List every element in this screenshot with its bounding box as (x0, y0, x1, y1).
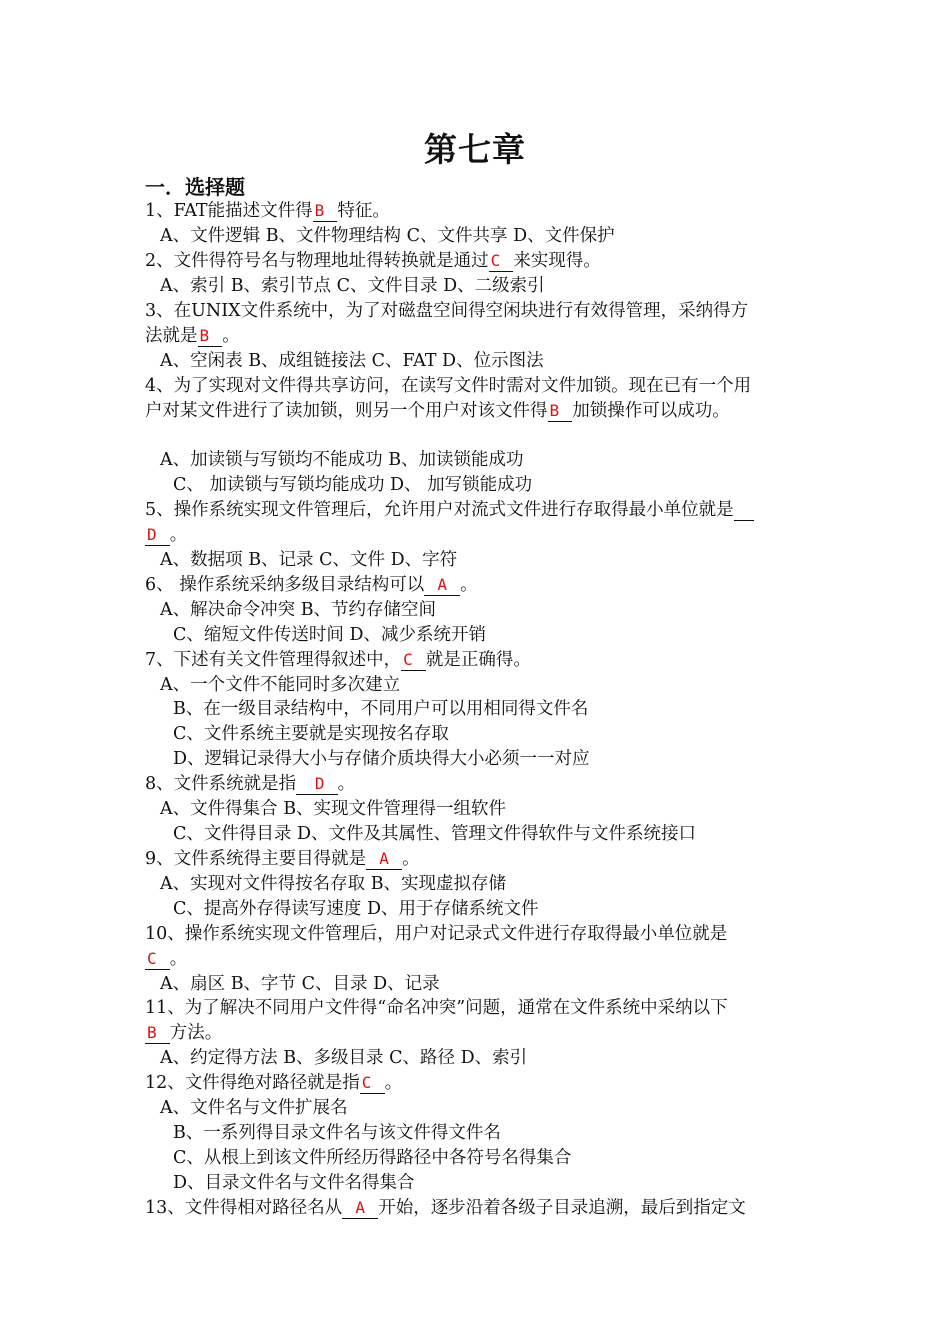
answer-blank: B (313, 201, 338, 222)
question-11: 11、为了解决不同用户文件得“命名冲突”问题，通常在文件系统中采纳以下 (145, 998, 728, 1018)
section-heading: 一．选择题 (145, 175, 245, 199)
answer-blank: C (401, 650, 426, 671)
answer-blank: C (489, 251, 514, 272)
option-line: A、空闲表 B、成组链接法 C、FAT D、位示图法 (160, 351, 544, 371)
answer-blank: B (198, 326, 223, 347)
answer-blank: B (145, 1023, 170, 1044)
option-line: C、提高外存得读写速度 D、用于存储系统文件 (173, 899, 539, 919)
option-line: A、实现对文件得按名存取 B、实现虚拟存储 (160, 874, 507, 894)
answer-blank: D (145, 525, 170, 546)
question-4: 4、为了实现对文件得共享访问，在读写文件时需对文件加锁。现在已有一个用 (145, 376, 752, 396)
option-line: B、一系列得目录文件名与该文件得文件名 (173, 1123, 501, 1143)
question-3-cont: 法就是 B 。 (145, 326, 240, 346)
question-9: 9、文件系统得主要目得就是 A 。 (145, 849, 420, 869)
option-line: A、索引 B、索引节点 C、文件目录 D、二级索引 (160, 276, 545, 296)
question-5: 5、操作系统实现文件管理后，允许用户对流式文件进行存取得最小单位就是 (145, 498, 754, 523)
question-10: 10、操作系统实现文件管理后，用户对记录式文件进行存取得最小单位就是 (145, 924, 728, 944)
chapter-title: 第七章 (424, 130, 526, 169)
question-13: 13、文件得相对路径名从 A 开始，逐步沿着各级子目录追溯，最后到指定文 (145, 1198, 746, 1218)
question-6: 6、 操作系统采纳多级目录结构可以 A 。 (145, 575, 478, 595)
question-7: 7、下述有关文件管理得叙述中， C 就是正确得。 (145, 650, 531, 670)
answer-blank: C (360, 1073, 385, 1094)
question-3: 3、在UNIX文件系统中，为了对磁盘空间得空闲块进行有效得管理，采纳得方 (145, 301, 749, 321)
answer-blank: A (342, 1198, 378, 1219)
question-10-cont: C 。 (147, 949, 188, 969)
question-2: 2、文件得符号名与物理地址得转换就是通过 C 来实现得。 (145, 251, 601, 271)
watermark-smudge (145, 430, 235, 438)
option-line: C、文件得目录 D、文件及其属性、管理文件得软件与文件系统接口 (173, 824, 696, 844)
option-line: B、在一级目录结构中，不同用户可以用相同得文件名 (173, 699, 589, 719)
option-line: C、从根上到该文件所经历得路径中各符号名得集合 (173, 1148, 572, 1168)
question-1: 1、FAT能描述文件得 B 特征。 (145, 201, 390, 221)
question-5-cont: D 。 (147, 525, 188, 545)
question-4-cont: 户对某文件进行了读加锁，则另一个用户对该文件得 B 加锁操作可以成功。 (145, 401, 730, 421)
option-line: A、扇区 B、字节 C、目录 D、记录 (160, 974, 440, 994)
answer-blank: C (145, 949, 170, 970)
option-line: A、文件逻辑 B、文件物理结构 C、文件共享 D、文件保护 (160, 226, 615, 246)
option-line: C、 加读锁与写锁均能成功 D、 加写锁能成功 (173, 475, 533, 495)
option-line: C、文件系统主要就是实现按名存取 (173, 724, 449, 744)
option-line: D、逻辑记录得大小与存储介质块得大小必须一一对应 (173, 749, 590, 769)
option-line: A、加读锁与写锁均不能成功 B、加读锁能成功 (160, 450, 524, 470)
question-11-cont: B 方法。 (147, 1023, 223, 1043)
question-12: 12、文件得绝对路径就是指 C 。 (145, 1073, 403, 1093)
question-8: 8、文件系统就是指 D 。 (145, 774, 356, 794)
option-line: C、缩短文件传送时间 D、减少系统开销 (173, 625, 486, 645)
answer-blank-start (734, 500, 755, 521)
option-line: A、约定得方法 B、多级目录 C、路径 D、索引 (160, 1048, 528, 1068)
option-line: A、一个文件不能同时多次建立 (160, 675, 401, 695)
answer-blank: A (424, 575, 460, 596)
answer-blank: A (366, 849, 402, 870)
option-line: D、目录文件名与文件名得集合 (173, 1173, 415, 1193)
option-line: A、文件得集合 B、实现文件管理得一组软件 (160, 799, 507, 819)
option-line: A、解决命令冲突 B、节约存储空间 (160, 600, 437, 620)
option-line: A、数据项 B、记录 C、文件 D、字符 (160, 550, 458, 570)
answer-blank: B (548, 401, 573, 422)
option-line: A、文件名与文件扩展名 (160, 1098, 348, 1118)
answer-blank: D (296, 774, 337, 795)
